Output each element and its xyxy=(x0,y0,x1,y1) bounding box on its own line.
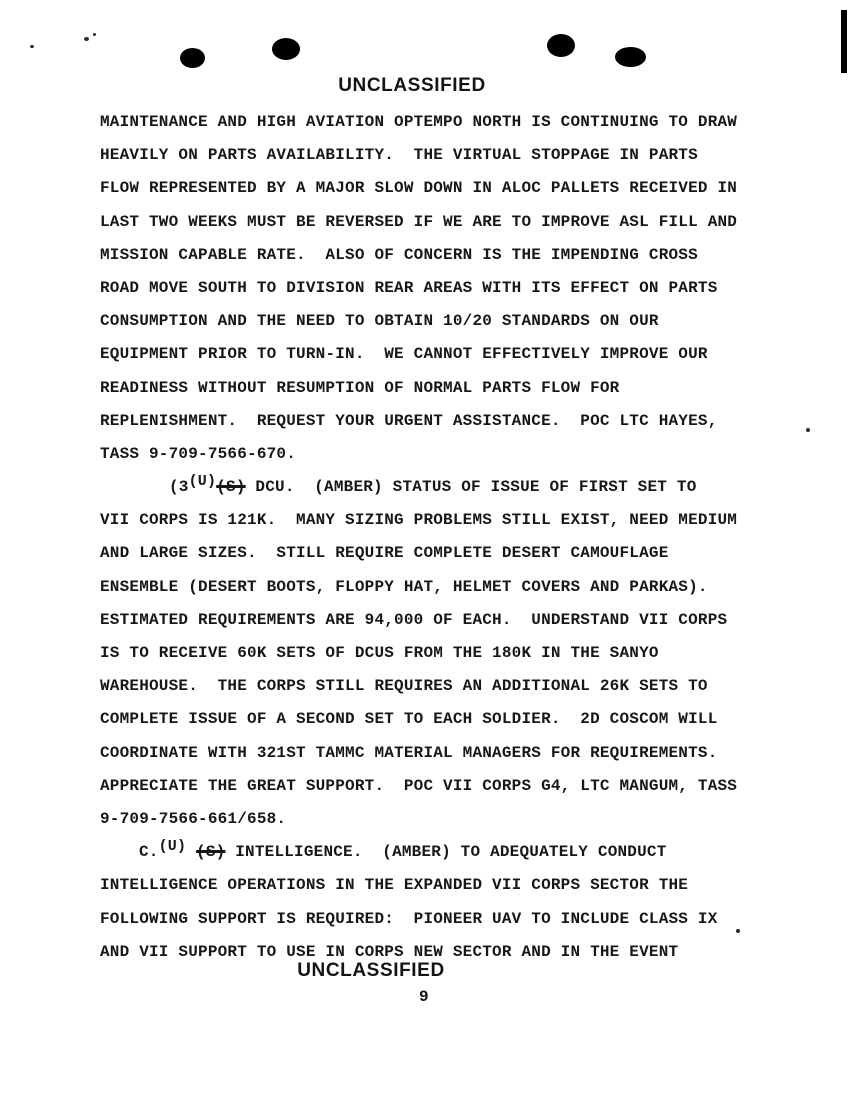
text-line: CONSUMPTION AND THE NEED TO OBTAIN 10/20 STANDARDS ON OUR xyxy=(100,312,659,331)
text-line: MAINTENANCE AND HIGH AVIATION OPTEMPO NORTH IS CONTINUING TO DRAW xyxy=(100,113,738,131)
redaction-dot xyxy=(272,38,300,60)
text-line xyxy=(100,836,806,869)
redaction-dot xyxy=(615,47,646,67)
text-segment xyxy=(186,843,196,861)
text-line: READINESS WITHOUT RESUMPTION OF NORMAL PARTS FLOW FOR xyxy=(100,378,620,397)
scan-speck xyxy=(93,33,96,36)
text-line: EQUIPMENT PRIOR TO TURN-IN. WE CANNOT EFFECTIVELY IMPROVE OUR xyxy=(100,345,708,364)
text-line: ESTIMATED REQUIREMENTS ARE 94,000 OF EACH. UNDERSTAND VII CORPS xyxy=(100,610,728,629)
scan-speck xyxy=(84,37,89,41)
redaction-dot xyxy=(547,34,575,57)
text-line: AND LARGE SIZES. STILL REQUIRE COMPLETE DESERT CAMOUFLAGE xyxy=(100,544,669,563)
text-line: FLOW REPRESENTED BY A MAJOR SLOW DOWN IN ALOC PALLETS RECEIVED IN xyxy=(100,179,738,198)
text-line: LAST TWO WEEKS MUST BE REVERSED IF WE ARE TO IMPROVE ASL FILL AND xyxy=(100,212,738,231)
handwritten-u-marking: (U) xyxy=(158,838,187,856)
text-line: IS TO RECEIVE 60K SETS OF DCUS FROM THE 180K IN THE SANYO xyxy=(100,644,659,662)
struck-classification-marking: (S) xyxy=(216,478,246,497)
handwritten-u-marking: (U) xyxy=(188,473,217,491)
text-line: REPLENISHMENT. REQUEST YOUR URGENT ASSISTANCE. POC LTC HAYES, xyxy=(100,411,718,430)
scan-speck xyxy=(30,45,34,48)
text-line: ENSEMBLE (DESERT BOOTS, FLOPPY HAT, HELMET COVERS AND PARKAS). xyxy=(100,577,708,596)
redaction-dot xyxy=(180,48,205,68)
text-line: INTELLIGENCE OPERATIONS IN THE EXPANDED VII CORPS SECTOR THE xyxy=(100,876,689,895)
footer-classification-banner: UNCLASSIFIED xyxy=(297,960,445,981)
page-number: 9 xyxy=(419,988,429,1006)
text-segment: INTELLIGENCE. (AMBER) TO ADEQUATELY CONDUCT xyxy=(225,843,667,862)
text-line xyxy=(100,471,806,504)
text-line: COORDINATE WITH 321ST TAMMC MATERIAL MANAGERS FOR REQUIREMENTS. xyxy=(100,743,718,762)
page-edge-mark xyxy=(841,10,847,73)
text-line: HEAVILY ON PARTS AVAILABILITY. THE VIRTUAL STOPPAGE IN PARTS xyxy=(100,146,698,165)
text-segment: DCU. (AMBER) STATUS OF ISSUE OF FIRST SET TO xyxy=(245,478,697,497)
struck-classification-marking: (S) xyxy=(196,843,226,862)
text-line: 9-709-7566-661/658. xyxy=(100,809,287,828)
scan-speck xyxy=(806,428,810,432)
text-line: AND VII SUPPORT TO USE IN CORPS NEW SECTOR AND IN THE EVENT xyxy=(100,942,679,961)
text-line: MISSION CAPABLE RATE. ALSO OF CONCERN IS THE IMPENDING CROSS xyxy=(100,245,698,264)
text-line: TASS 9-709-7566-670. xyxy=(100,444,297,463)
text-line: APPRECIATE THE GREAT SUPPORT. POC VII CORPS G4, LTC MANGUM, TASS xyxy=(100,776,738,795)
document-body xyxy=(100,106,806,969)
text-line: WAREHOUSE. THE CORPS STILL REQUIRES AN ADDITIONAL 26K SETS TO xyxy=(100,677,708,696)
header-classification-banner: UNCLASSIFIED xyxy=(338,75,486,96)
text-segment: C. xyxy=(139,843,159,862)
text-line: FOLLOWING SUPPORT IS REQUIRED: PIONEER UAV TO INCLUDE CLASS IX xyxy=(100,909,718,928)
text-line: VII CORPS IS 121K. MANY SIZING PROBLEMS STILL EXIST, NEED MEDIUM xyxy=(100,511,738,530)
text-line: ROAD MOVE SOUTH TO DIVISION REAR AREAS WITH ITS EFFECT ON PARTS xyxy=(100,278,718,297)
text-segment: (3 xyxy=(169,478,189,497)
text-line: COMPLETE ISSUE OF A SECOND SET TO EACH SOLDIER. 2D COSCOM WILL xyxy=(100,710,718,729)
